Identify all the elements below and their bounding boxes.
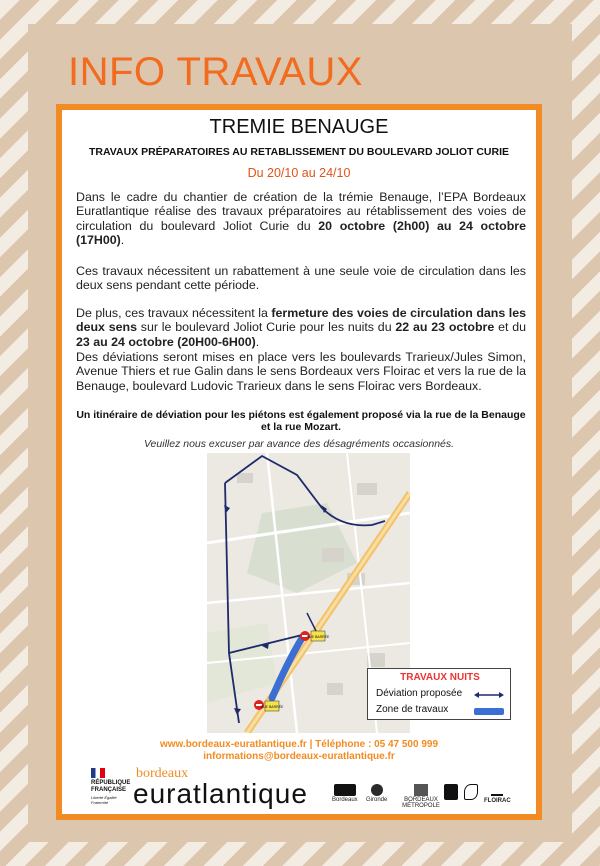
paragraph-context-dates: 20 octobre (2h00) au 24 octobre (17H00) [76,218,526,248]
partner-logo-floirac [484,784,511,804]
floirac-mark-icon [491,784,503,796]
partner-mark-icon [444,784,458,800]
closure-bold-3: 23 au 24 octobre (20H00-6H00) [76,334,256,349]
paragraph-context-end: . [120,233,125,248]
map-road-sign-1-label: RUE BARRÉE [306,635,330,639]
contacts [56,739,542,763]
partner-swirl-icon [464,784,478,800]
contact-email[interactable]: informations@bordeaux-euratlantique.fr [203,751,395,762]
map-road-sign-2-label: RUE BARRÉE [260,705,284,709]
gov-line-1: RÉPUBLIQUE [91,780,131,786]
metropole-mark-icon [414,784,428,796]
paragraph-context-text: Dans le cadre du chantier de création de la trémie Benauge, l’EPA Bordeaux Euratlantique réalise des travaux préparatoires au rétablissement des voies de circulation du boulevard Joliot Curie du [76,190,526,233]
gironde-mark-icon [371,784,383,796]
republique-francaise-logo [91,768,131,814]
brand-small: bordeaux [136,766,189,781]
closure-text-c: et du [494,320,526,335]
gov-line-2: FRANÇAISE [91,787,127,793]
partner-logo-bordeaux [332,784,358,803]
closure-bold-1: fermeture des voies de circulation dans les deux sens [76,306,527,335]
bordeaux-crest-icon [334,784,356,796]
paragraph-detours: Des déviations seront mises en place vers les boulevards Trarieux/Jules Simon, Avenue Thiers et rue Galin dans le sens Bordeaux vers Floirac et vers la rue de la Benauge, boulevard Ludovic Trarieux dans le sens Floirac vers Bordeaux. [76,350,526,393]
notice-subheading: TRAVAUX PRÉPARATOIRES AU RETABLISSEMENT DU BOULEVARD JOLIOT CURIE [88,146,510,158]
legend-title: TRAVAUX NUITS [400,672,480,683]
paragraph-closure [76,306,526,349]
partner-logo-metropole [402,784,440,809]
closure-text-a: De plus, ces travaux nécessitent la [76,306,272,320]
notice-dates: Du 20/10 au 24/10 [247,166,351,180]
brand-logo: euratlantique [133,778,308,809]
partner-gironde-label: Gironde [366,797,388,803]
partner-bordeaux-label: Bordeaux [332,797,358,803]
page-title: INFO TRAVAUX [68,50,363,94]
partner-logo-gironde [366,784,387,803]
closure-bold-2: 22 au 23 octobre [395,320,495,335]
legend-detour-label: Déviation proposée [376,688,463,699]
notice-heading: TREMIE BENAUGE [209,116,389,138]
legend-detour [376,688,462,699]
closure-text-d: . [255,334,260,349]
paragraph-context [76,190,526,248]
map-legend [367,668,511,720]
partner-metropole-label: BORDEAUX MÉTROPOLE [402,797,440,809]
legend-detour-arrow-icon [474,690,504,700]
partner-floirac-label: FLOIRAC [484,798,511,804]
marianne-flag-icon [91,768,105,778]
legend-works-zone-swatch [474,708,504,715]
contact-website-phone[interactable]: www.bordeaux-euratlantique.fr | Téléphone : 05 47 500 999 [159,739,439,750]
gov-motto: Liberté Égalité Fraternité [91,795,117,805]
legend-works-zone-label: Zone de travaux [376,704,449,715]
paragraph-lane-reduction: Ces travaux nécessitent un rabattement à une seule voie de circulation dans les deux sens pendant cette période. [76,264,526,293]
legend-works-zone [376,704,448,715]
apology-text: Veuillez nous excuser par avance des désagréments occasionnés. [143,438,455,450]
closure-text-b: sur le boulevard Joliot Curie pour les nuits du [136,320,396,335]
pedestrian-notice: Un itinéraire de déviation pour les piétons est également proposé via la rue de la Benauge et la rue Mozart. [76,409,526,433]
